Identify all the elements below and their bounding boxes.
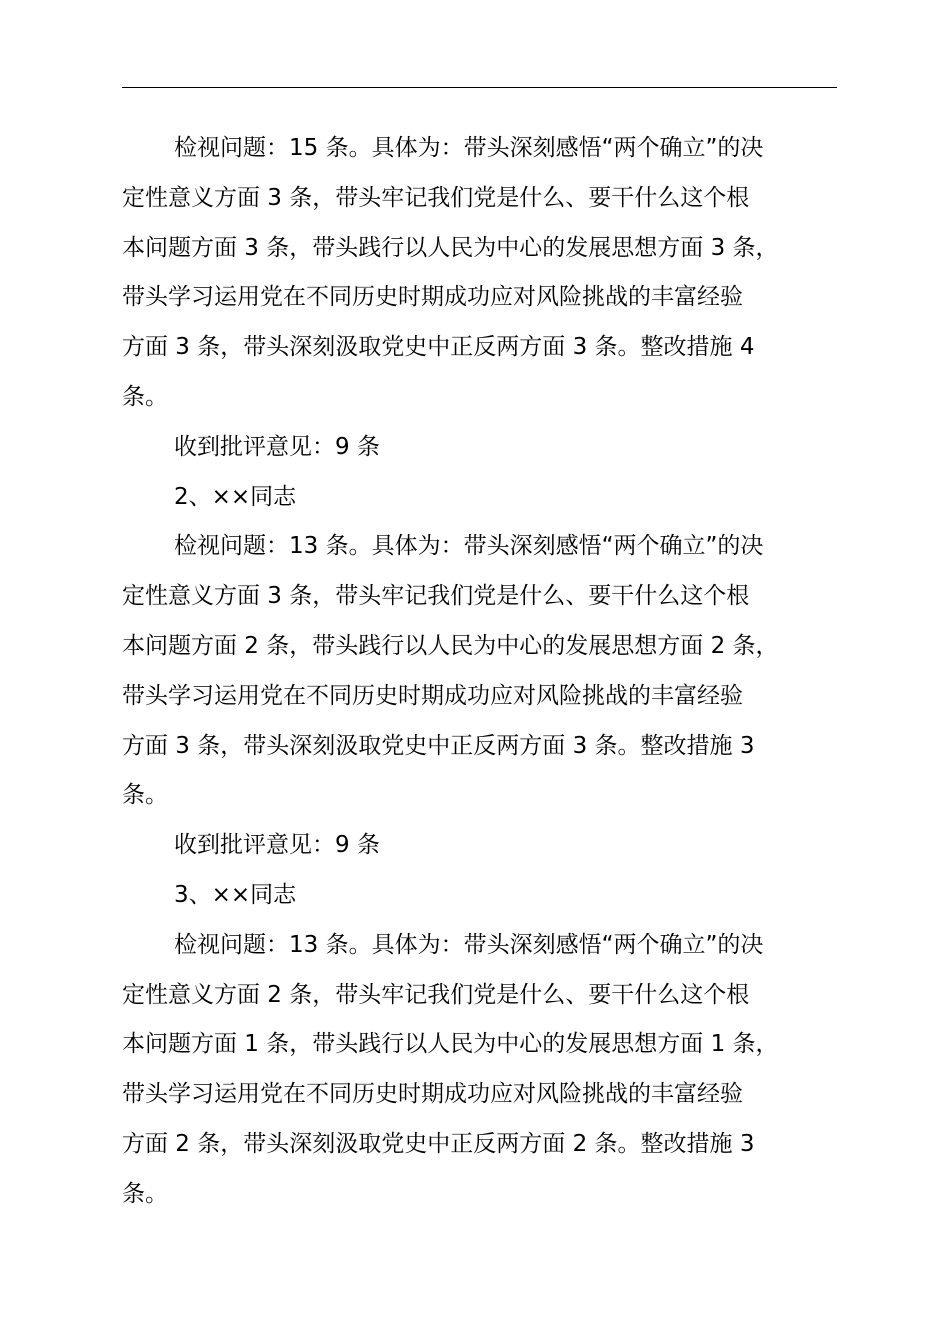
text-line: 本问题方面 2 条，带头践行以人民为中心的发展思想方面 2 条，	[122, 632, 779, 659]
text-line: 本问题方面 1 条，带头践行以人民为中心的发展思想方面 1 条，	[122, 1031, 779, 1058]
header-rule	[122, 87, 837, 88]
text-line: 条。	[122, 1180, 168, 1207]
text-line: 检视问题：13 条。具体为：带头深刻感悟“两个确立”的决	[174, 533, 764, 560]
text-line: 收到批评意见：9 条	[174, 832, 380, 859]
text-line: 方面 2 条，带头深刻汲取党史中正反两方面 2 条。整改措施 3	[122, 1130, 755, 1157]
text-line: 条。	[122, 383, 168, 410]
text-line: 方面 3 条，带头深刻汲取党史中正反两方面 3 条。整改措施 4	[122, 334, 755, 361]
text-line: 收到批评意见：9 条	[174, 433, 380, 460]
text-line: 定性意义方面 2 条，带头牢记我们党是什么、要干什么这个根	[122, 981, 750, 1008]
text-line: 带头学习运用党在不同历史时期成功应对风险挑战的丰富经验	[122, 284, 743, 311]
text-line: 3、××同志	[174, 881, 297, 908]
text-line: 定性意义方面 3 条，带头牢记我们党是什么、要干什么这个根	[122, 184, 750, 211]
text-line: 检视问题：13 条。具体为：带头深刻感悟“两个确立”的决	[174, 931, 764, 958]
document-body	[122, 124, 862, 1220]
text-line: 检视问题：15 条。具体为：带头深刻感悟“两个确立”的决	[174, 135, 764, 161]
text-line: 本问题方面 3 条，带头践行以人民为中心的发展思想方面 3 条，	[122, 234, 779, 261]
text-line: 2、××同志	[174, 483, 297, 510]
text-line: 方面 3 条，带头深刻汲取党史中正反两方面 3 条。整改措施 3	[122, 732, 755, 759]
text-line: 带头学习运用党在不同历史时期成功应对风险挑战的丰富经验	[122, 1081, 743, 1108]
text-line: 条。	[122, 782, 168, 809]
text-line: 定性意义方面 3 条，带头牢记我们党是什么、要干什么这个根	[122, 583, 750, 610]
text-line: 带头学习运用党在不同历史时期成功应对风险挑战的丰富经验	[122, 682, 743, 709]
